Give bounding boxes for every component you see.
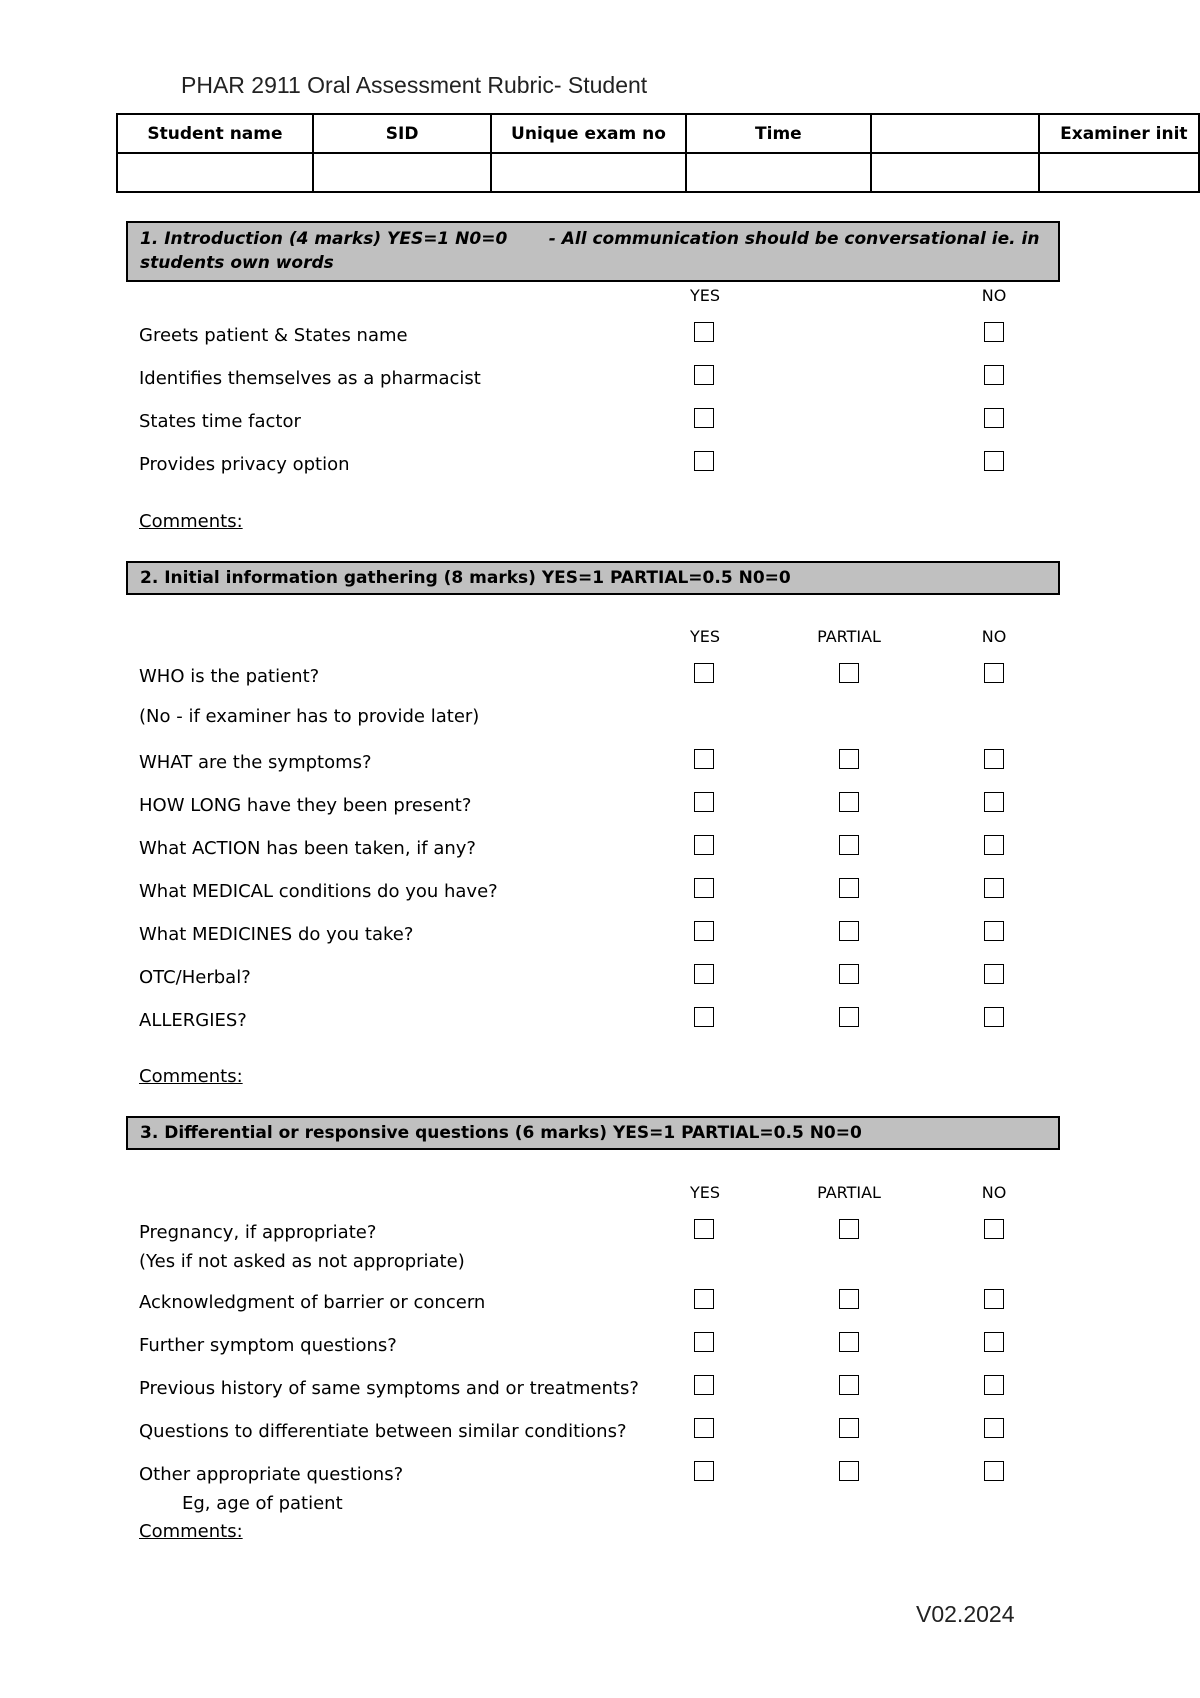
s3-item6-no-checkbox[interactable]	[984, 1461, 1004, 1481]
header-unique-exam-no: Unique exam no	[491, 114, 685, 153]
s2-item-label: ALLERGIES?	[139, 1010, 247, 1031]
section-2-col-no: NO	[981, 627, 1007, 646]
s3-item5-yes-checkbox[interactable]	[694, 1418, 714, 1438]
s1-item2-yes-checkbox[interactable]	[694, 365, 714, 385]
s3-item2-yes-checkbox[interactable]	[694, 1289, 714, 1309]
s3-item4-no-checkbox[interactable]	[984, 1375, 1004, 1395]
s2-item3-yes-checkbox[interactable]	[694, 792, 714, 812]
s3-item1-note: (Yes if not asked as not appropriate)	[139, 1251, 465, 1272]
section-3-col-yes: YES	[689, 1183, 721, 1202]
s2-item1-yes-checkbox[interactable]	[694, 663, 714, 683]
s2-item7-no-checkbox[interactable]	[984, 964, 1004, 984]
s1-item3-yes-checkbox[interactable]	[694, 408, 714, 428]
s3-item-label: Previous history of same symptoms and or treatments?	[139, 1378, 639, 1399]
s3-item6-yes-checkbox[interactable]	[694, 1461, 714, 1481]
section-1-heading-line1: 1. Introduction (4 marks) YES=1 N0=0 - All communication should be conversational ie. in	[140, 229, 1040, 249]
document-title: PHAR 2911 Oral Assessment Rubric- Student	[181, 72, 648, 98]
student-info-table	[116, 113, 1200, 193]
student-info-value-row	[117, 153, 1199, 192]
s2-item4-partial-checkbox[interactable]	[839, 835, 859, 855]
s2-item4-yes-checkbox[interactable]	[694, 835, 714, 855]
s2-item-label: What ACTION has been taken, if any?	[139, 838, 476, 859]
section-2-comments-label: Comments:	[139, 1066, 243, 1087]
s2-item2-no-checkbox[interactable]	[984, 749, 1004, 769]
s3-item6-note: Eg, age of patient	[182, 1493, 343, 1514]
s2-item-label: HOW LONG have they been present?	[139, 795, 472, 816]
s2-item1-partial-checkbox[interactable]	[839, 663, 859, 683]
s3-item6-partial-checkbox[interactable]	[839, 1461, 859, 1481]
s2-item-label: WHO is the patient?	[139, 666, 320, 687]
header-sid: SID	[313, 114, 491, 153]
s2-item6-no-checkbox[interactable]	[984, 921, 1004, 941]
s2-item-label: WHAT are the symptoms?	[139, 752, 372, 773]
s2-item8-partial-checkbox[interactable]	[839, 1007, 859, 1027]
section-2-col-yes: YES	[689, 627, 721, 646]
section-3-col-no: NO	[981, 1183, 1007, 1202]
s1-item-label: States time factor	[139, 411, 301, 432]
header-blank	[871, 114, 1039, 153]
section-3-col-partial: PARTIAL	[817, 1183, 881, 1202]
s3-item1-yes-checkbox[interactable]	[694, 1219, 714, 1239]
s3-item1-no-checkbox[interactable]	[984, 1219, 1004, 1239]
s2-item3-partial-checkbox[interactable]	[839, 792, 859, 812]
blank-field[interactable]	[871, 153, 1039, 192]
s3-item-label: Other appropriate questions?	[139, 1464, 404, 1485]
s3-item2-partial-checkbox[interactable]	[839, 1289, 859, 1309]
section-1-col-no: NO	[981, 286, 1007, 305]
s2-item7-partial-checkbox[interactable]	[839, 964, 859, 984]
s2-item1-note: (No - if examiner has to provide later)	[139, 706, 480, 727]
time-field[interactable]	[686, 153, 872, 192]
s2-item-label: What MEDICAL conditions do you have?	[139, 881, 498, 902]
s1-item1-yes-checkbox[interactable]	[694, 322, 714, 342]
s2-item-label: What MEDICINES do you take?	[139, 924, 414, 945]
s2-item7-yes-checkbox[interactable]	[694, 964, 714, 984]
s3-item4-partial-checkbox[interactable]	[839, 1375, 859, 1395]
s1-item-label: Identifies themselves as a pharmacist	[139, 368, 481, 389]
section-1-heading	[126, 221, 1060, 282]
s2-item4-no-checkbox[interactable]	[984, 835, 1004, 855]
header-student-name: Student name	[117, 114, 313, 153]
s3-item3-no-checkbox[interactable]	[984, 1332, 1004, 1352]
header-time: Time	[686, 114, 872, 153]
sid-field[interactable]	[313, 153, 491, 192]
section-3-heading: 3. Differential or responsive questions (6 marks) YES=1 PARTIAL=0.5 N0=0	[126, 1116, 1060, 1150]
s2-item5-yes-checkbox[interactable]	[694, 878, 714, 898]
s2-item8-yes-checkbox[interactable]	[694, 1007, 714, 1027]
section-3-comments-label: Comments:	[139, 1521, 243, 1542]
unique-exam-no-field[interactable]	[491, 153, 685, 192]
student-info-header-row	[117, 114, 1199, 153]
s2-item5-no-checkbox[interactable]	[984, 878, 1004, 898]
s3-item-label: Pregnancy, if appropriate?	[139, 1222, 377, 1243]
header-examiner-init: Examiner init	[1039, 114, 1199, 153]
s1-item3-no-checkbox[interactable]	[984, 408, 1004, 428]
s2-item2-yes-checkbox[interactable]	[694, 749, 714, 769]
s2-item1-no-checkbox[interactable]	[984, 663, 1004, 683]
s3-item2-no-checkbox[interactable]	[984, 1289, 1004, 1309]
s2-item8-no-checkbox[interactable]	[984, 1007, 1004, 1027]
section-2-col-partial: PARTIAL	[817, 627, 881, 646]
s1-item1-no-checkbox[interactable]	[984, 322, 1004, 342]
s3-item3-partial-checkbox[interactable]	[839, 1332, 859, 1352]
s1-item-label: Greets patient & States name	[139, 325, 408, 346]
s1-item4-yes-checkbox[interactable]	[694, 451, 714, 471]
s3-item-label: Questions to differentiate between similar conditions?	[139, 1421, 627, 1442]
section-1-heading-line2: students own words	[140, 253, 334, 273]
s2-item-label: OTC/Herbal?	[139, 967, 251, 988]
s3-item4-yes-checkbox[interactable]	[694, 1375, 714, 1395]
s3-item1-partial-checkbox[interactable]	[839, 1219, 859, 1239]
s1-item2-no-checkbox[interactable]	[984, 365, 1004, 385]
s3-item3-yes-checkbox[interactable]	[694, 1332, 714, 1352]
examiner-init-field[interactable]	[1039, 153, 1199, 192]
section-1-col-yes: YES	[689, 286, 721, 305]
s2-item5-partial-checkbox[interactable]	[839, 878, 859, 898]
s3-item-label: Acknowledgment of barrier or concern	[139, 1292, 486, 1313]
s3-item-label: Further symptom questions?	[139, 1335, 397, 1356]
s3-item5-no-checkbox[interactable]	[984, 1418, 1004, 1438]
section-2-heading: 2. Initial information gathering (8 marks) YES=1 PARTIAL=0.5 N0=0	[126, 561, 1060, 595]
s3-item5-partial-checkbox[interactable]	[839, 1418, 859, 1438]
student-name-field[interactable]	[117, 153, 313, 192]
section-1-comments-label: Comments:	[139, 511, 243, 532]
version-label: V02.2024	[916, 1601, 1015, 1627]
s2-item6-partial-checkbox[interactable]	[839, 921, 859, 941]
s2-item3-no-checkbox[interactable]	[984, 792, 1004, 812]
s1-item-label: Provides privacy option	[139, 454, 350, 475]
s1-item4-no-checkbox[interactable]	[984, 451, 1004, 471]
s2-item2-partial-checkbox[interactable]	[839, 749, 859, 769]
s2-item6-yes-checkbox[interactable]	[694, 921, 714, 941]
